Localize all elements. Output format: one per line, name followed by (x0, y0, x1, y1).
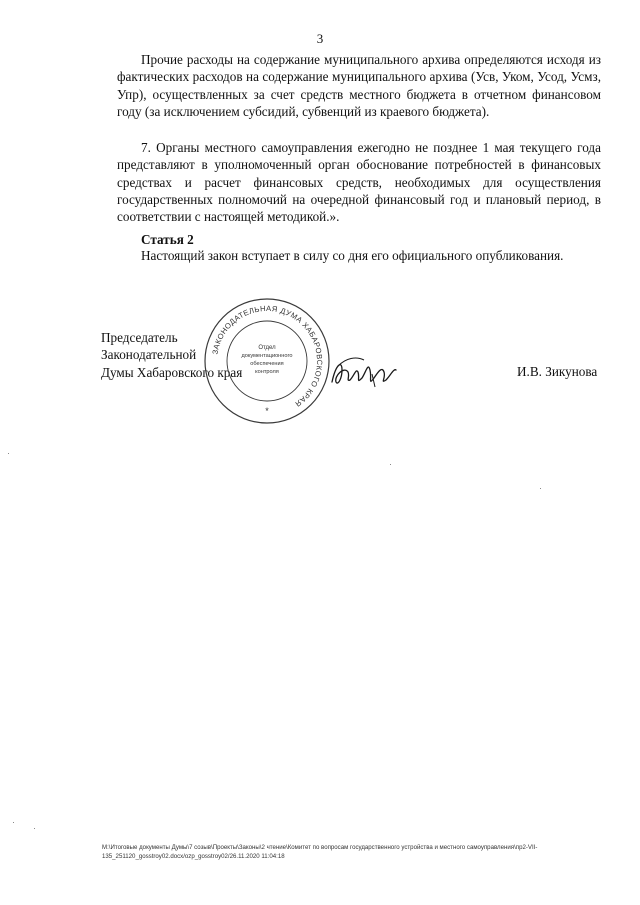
seal-ring-text: ЗАКОНОДАТЕЛЬНАЯ ДУМА ХАБАРОВСКОГО КРАЯ (210, 303, 325, 409)
seal-center-line-1: Отдел (258, 345, 276, 351)
footer-line-1: M:\Итоговые документы Думы\7 созыв\Проекты\Законы\2 чтение\Комитет по вопросам государственного устройства и местного самоуправления\пр2-VII- (102, 844, 538, 851)
official-seal-stamp (202, 296, 332, 426)
signatory-name: И.В. Зикунова (517, 364, 598, 379)
scan-speck (34, 828, 35, 829)
paragraph-archive-expenses (117, 51, 601, 120)
page-number: 3 (316, 31, 324, 46)
paragraph-text: Прочие расходы на содержание муниципального архива определяются исходя из фактических расходов на содержание муниципального архива (Усв, Уком, Усод, Усмз, Упр), осуществленных за счет средств местного бюджета в отчетном финансовом году (за исключением субсидий, субвенций из краевого бюджета). (117, 52, 601, 119)
article-title: Статья 2 (141, 232, 194, 247)
file-path-footer (102, 843, 612, 861)
seal-star-icon: * (265, 406, 269, 416)
signatory-title-line-2: Законодательной (101, 347, 197, 363)
scan-speck (390, 464, 391, 465)
scan-speck (8, 453, 9, 454)
article-text: Настоящий закон вступает в силу со дня его официального опубликования. (141, 248, 564, 263)
signatory-title-line-1: Председатель (101, 330, 178, 345)
scan-speck (13, 822, 14, 823)
signatory-title-line-3: Думы Хабаровского края (101, 364, 243, 380)
handwritten-signature (328, 352, 400, 392)
scan-speck (540, 488, 541, 489)
seal-center-line-2: документационного (241, 353, 293, 359)
seal-center-line-4: контроля (255, 369, 279, 375)
seal-center-line-3: обеспечения (250, 361, 284, 367)
paragraph-text: 7. Органы местного самоуправления ежегодно не позднее 1 мая текущего года представляют в уполномоченный орган обоснование потребностей в финансовых средствах и расчет финансовых средств, необходимых для осуществления государственных полномочий на очередной финансовый год и плановый период, в соответствии с настоящей методикой.». (117, 140, 601, 225)
paragraph-item-7 (117, 139, 601, 225)
footer-line-2: 135_251120_gosstroy02.docx/ozp_gosstroy02/26.11.2020 11:04:18 (102, 853, 285, 860)
